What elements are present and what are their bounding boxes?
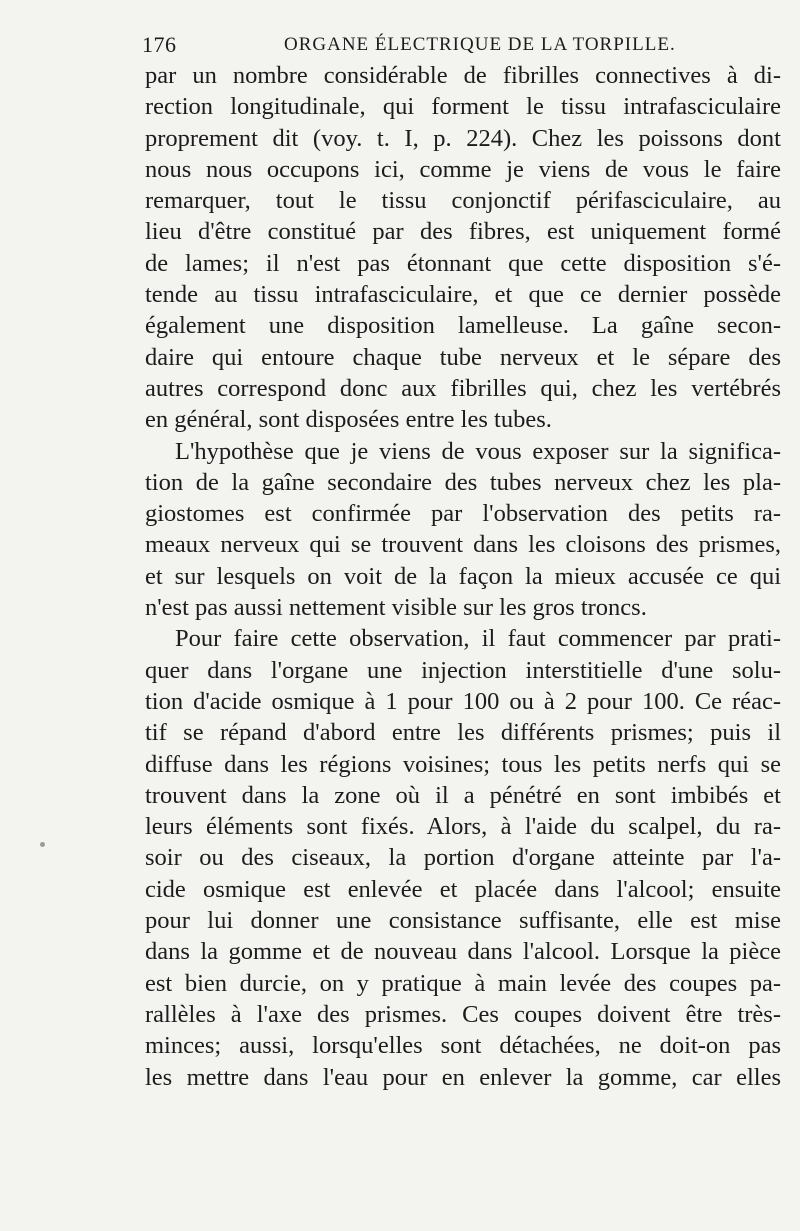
text-line: les mettre dans l'eau pour en enlever la gomme, car elles [145, 1063, 781, 1091]
text-line: dans la gomme et de nouveau dans l'alcool. Lorsque la pièce [145, 938, 781, 966]
paragraph-start-line: Pour faire cette observation, il faut commencer par prati- [175, 625, 781, 653]
text-line: cide osmique est enlevée et placée dans l'alcool; ensuite [145, 875, 781, 903]
text-line: proprement dit (voy. t. I, p. 224). Chez les poissons dont [145, 124, 781, 152]
text-line: pour lui donner une consistance suffisante, elle est mise [145, 907, 781, 935]
text-line: meaux nerveux qui se trouvent dans les cloisons des prismes, [145, 531, 781, 559]
text-line: nous nous occupons ici, comme je viens de vous le faire [145, 155, 781, 183]
text-line: rection longitudinale, qui forment le tissu intrafasciculaire [145, 93, 781, 121]
ink-speck [40, 842, 45, 847]
text-line: quer dans l'organe une injection interstitielle d'une solu- [145, 656, 781, 684]
text-line: rallèles à l'axe des prismes. Ces coupes doivent être très- [145, 1000, 781, 1028]
text-line: autres correspond donc aux fibrilles qui, chez les vertébrés [145, 374, 781, 402]
text-line: est bien durcie, on y pratique à main levée des coupes pa- [145, 969, 781, 997]
text-line: diffuse dans les régions voisines; tous les petits nerfs qui se [145, 750, 781, 778]
text-line: daire qui entoure chaque tube nerveux et le sépare des [145, 343, 781, 371]
text-line: minces; aussi, lorsqu'elles sont détachées, ne doit-on pas [145, 1032, 781, 1060]
text-line: soir ou des ciseaux, la portion d'organe atteinte par l'a- [145, 844, 781, 872]
text-line: tion de la gaîne secondaire des tubes nerveux chez les pla- [145, 468, 781, 496]
text-line: et sur lesquels on voit de la façon la mieux accusée ce qui [145, 562, 781, 590]
text-line: par un nombre considérable de fibrilles connectives à di- [145, 62, 781, 89]
text-line: tif se répand d'abord entre les différents prismes; puis il [145, 719, 781, 747]
text-line: tende au tissu intrafasciculaire, et que ce dernier possède [145, 281, 781, 309]
text-line: remarquer, tout le tissu conjonctif périfasciculaire, au [145, 187, 781, 215]
paragraph-start-line: L'hypothèse que je viens de vous exposer sur la significa- [175, 437, 781, 465]
body-text [145, 60, 781, 1093]
text-line: leurs éléments sont fixés. Alors, à l'aide du scalpel, du ra- [145, 813, 781, 841]
text-line: également une disposition lamelleuse. La gaîne secon- [145, 312, 781, 340]
text-line: de lames; il n'est pas étonnant que cette disposition s'é- [145, 249, 781, 277]
running-title: ORGANE ÉLECTRIQUE DE LA TORPILLE. [284, 34, 676, 55]
text-line: tion d'acide osmique à 1 pour 100 ou à 2 pour 100. Ce réac- [145, 687, 781, 715]
text-line: lieu d'être constitué par des fibres, est uniquement formé [145, 218, 781, 246]
text-line: trouvent dans la zone où il a pénétré en sont imbibés et [145, 781, 781, 809]
text-line: giostomes est confirmée par l'observation des petits ra- [145, 500, 781, 528]
page-header [140, 28, 780, 64]
paragraph-end-line: en général, sont disposées entre les tubes. [145, 406, 552, 434]
paragraph-end-line: n'est pas aussi nettement visible sur les gros troncs. [145, 594, 647, 622]
page-number: 176 [142, 32, 177, 57]
